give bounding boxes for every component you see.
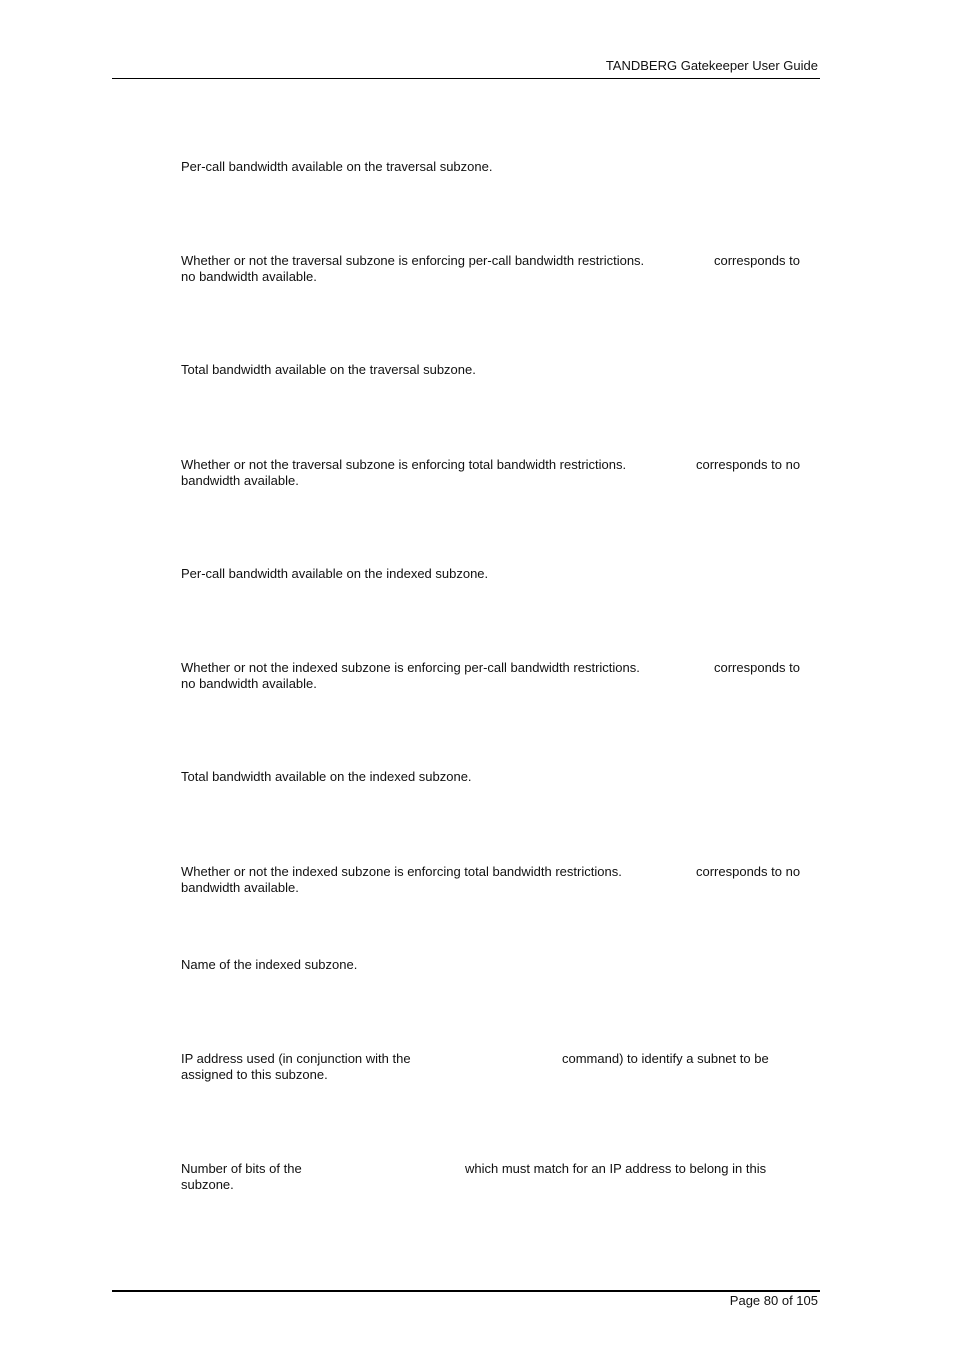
footer-divider: [112, 1290, 820, 1292]
entry-indexed-subzone-name: [181, 957, 811, 973]
entry-indexed-total-bandwidth: [181, 769, 811, 785]
entry-line-continuation: corresponds to: [714, 253, 800, 268]
entry-indexed-percall-bandwidth: [181, 566, 811, 582]
entry-line-continuation: which must match for an IP address to belong in this: [465, 1161, 767, 1176]
page-number: Page 80 of 105: [729, 1293, 818, 1308]
entry-line: Total bandwidth available on the indexed subzone.: [181, 769, 472, 784]
header-divider: [112, 78, 820, 79]
entry-line: Per-call bandwidth available on the indexed subzone.: [181, 566, 489, 581]
entry-line: no bandwidth available.: [181, 269, 317, 284]
entry-traversal-total-restriction: [181, 457, 811, 489]
entry-line: Name of the indexed subzone.: [181, 957, 358, 972]
entry-line: Whether or not the traversal subzone is enforcing total bandwidth restrictions.: [181, 457, 627, 472]
entry-indexed-percall-restriction: [181, 660, 811, 692]
entry-indexed-total-restriction: [181, 864, 811, 896]
entry-subzone-ip-address: [181, 1051, 811, 1083]
entry-line: bandwidth available.: [181, 880, 299, 895]
entry-traversal-total-bandwidth: [181, 362, 811, 378]
entry-line: IP address used (in conjunction with the: [181, 1051, 411, 1066]
entry-subzone-prefix-length: [181, 1161, 811, 1193]
entry-line: Whether or not the traversal subzone is enforcing per-call bandwidth restrictions.: [181, 253, 645, 268]
entry-line: Per-call bandwidth available on the traversal subzone.: [181, 159, 493, 174]
entry-line-continuation: corresponds to no: [696, 864, 801, 879]
entry-line: assigned to this subzone.: [181, 1067, 328, 1082]
entry-line: no bandwidth available.: [181, 676, 317, 691]
entry-line: subzone.: [181, 1177, 234, 1192]
page-header-title: TANDBERG Gatekeeper User Guide: [605, 58, 818, 73]
entry-line-continuation: command) to identify a subnet to be: [562, 1051, 769, 1066]
entry-line: Total bandwidth available on the traversal subzone.: [181, 362, 476, 377]
entry-line: Whether or not the indexed subzone is enforcing total bandwidth restrictions.: [181, 864, 622, 879]
entry-traversal-percall-bandwidth: [181, 159, 811, 175]
entry-line-continuation: corresponds to no: [696, 457, 801, 472]
entry-line: Number of bits of the: [181, 1161, 302, 1176]
entry-line: bandwidth available.: [181, 473, 299, 488]
entry-line-continuation: corresponds to: [714, 660, 800, 675]
entry-traversal-percall-restriction: [181, 253, 811, 285]
entry-line: Whether or not the indexed subzone is enforcing per-call bandwidth restrictions.: [181, 660, 640, 675]
